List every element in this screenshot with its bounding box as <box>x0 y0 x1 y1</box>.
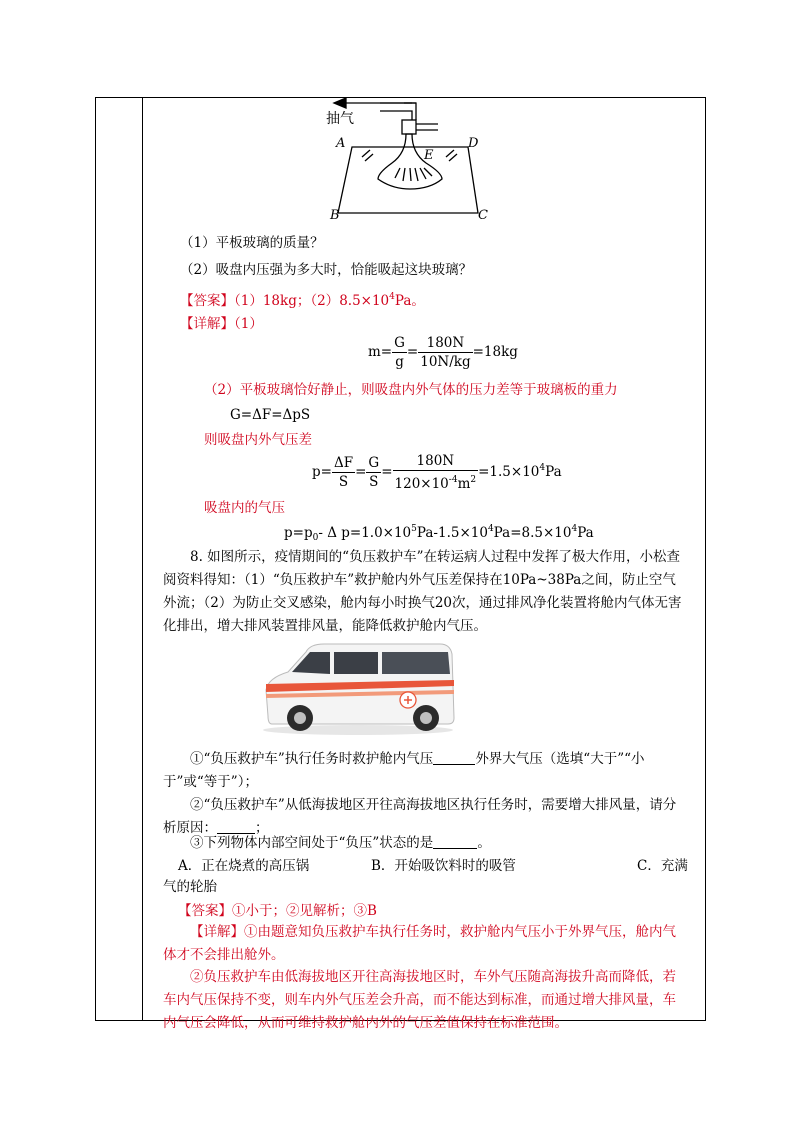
q8-answer: 【答案】①小于；②见解析；③B <box>178 903 377 919</box>
answer-blank-3[interactable] <box>433 834 477 849</box>
q8-stem: 8. 如图所示，疫情期间的“负压救护车”在转运病人过程中发挥了极大作用，小松查阅资料得知：（1）“负压救护车”救护舱内外气压差保持在10Pa~38Pa之间，防止空气外流；（2）为防止交叉感染，舱内每小时换气20次，通过排风净化装置将舱内气体无害化排出，增大排风装置排风量，能降低救护舱内气压。 <box>163 549 682 634</box>
label-d: D <box>468 136 479 151</box>
pressure-formula: p= $\frac{\Delta F}{S}$ = $\frac{G}{S}$ = $\frac{180N}{120\times 10^{-4}m^2}$ $=1.5\times 10^4Pa$ <box>312 453 562 492</box>
final-formula: $p=p_0-$ Δ $p=1.0\times 10^5Pa-1.5\times 10^4Pa=8.5\times 10^4Pa$ <box>284 524 594 543</box>
label-a: A <box>336 136 346 151</box>
answer-text: （1）18kg；（2） <box>234 293 340 309</box>
answer-blank-1[interactable] <box>433 750 475 765</box>
pump-pipe-outer <box>380 111 412 120</box>
q7-sub2: （2）吸盘内压强为多大时，恰能吸起这块玻璃？ <box>180 262 473 278</box>
option-a: A．正在烧煮的高压锅 <box>178 858 310 874</box>
answer-tag-8: 【答案】 <box>178 903 232 919</box>
q8-subquestion-1: ①“负压救护车”执行任务时救护舱内气压 外界大气压（选填“大于”“小于”或“等于”）； <box>163 751 645 790</box>
q8-subquestion-3: ③下列物体内部空间处于“负压”状态的是 。 <box>190 835 491 851</box>
glass-plate <box>338 147 478 213</box>
option-b: B．开始吸饮料时的吸管 <box>371 858 516 874</box>
q7-detail: 【详解】（1） <box>180 316 263 332</box>
label-c: C <box>478 208 488 223</box>
suction-cup-diagram <box>320 95 500 225</box>
q7-sub1: （1）平板玻璃的质量？ <box>180 235 324 251</box>
label-e: E <box>424 148 434 163</box>
q7-part2: （2）平板玻璃恰好静止，则吸盘内外气体的压力差等于玻璃板的重力 <box>204 382 618 398</box>
answer-tag: 【答案】 <box>180 293 234 309</box>
valve-box <box>402 120 416 134</box>
ambulance-image <box>258 638 458 738</box>
detail-tag: 【详解】 <box>180 316 234 332</box>
answer-value: 8.5×10 <box>339 293 390 309</box>
pump-arrow-head <box>334 98 346 108</box>
label-b: B <box>330 208 340 223</box>
q8-detail-1: 【详解】①由题意知负压救护车执行任务时，救护舱内气压小于外界气压，舱内气体才不会排出舱外。 <box>163 924 676 963</box>
detail-tag-8: 【详解】 <box>190 924 244 940</box>
inner-pressure-label: 吸盘内的气压 <box>204 500 285 516</box>
option-c-cont: 气的轮胎 <box>163 879 217 895</box>
q8-detail-2: ②负压救护车由低海拔地区开往高海拔地区时，车外气压随高海拔升高而降低，若车内气压保持不变，则车内外气压差会升高，而不能达到标准，而通过增大排风量，车内气压会降低，从而可维持救护舱内外的气压差值保持在标准范围。 <box>163 969 676 1031</box>
pump-label: 抽气 <box>326 111 354 127</box>
q8-subquestion-2: ②“负压救护车”从低海拔地区开往高海拔地区执行任务时，需要增大排风量，请分析原因： ； <box>163 797 677 836</box>
pressure-diff-label: 则吸盘内外气压差 <box>204 432 312 448</box>
option-c: C．充满 <box>637 858 688 874</box>
q7-answer: 【答案】（1）18kg；$(2)8.5\times 10^4Pa$。 <box>180 292 425 309</box>
table-column-divider <box>142 97 143 1021</box>
g-equation: G=ΔF=ΔpS <box>230 407 311 423</box>
mass-formula: m= $\frac{G}{g}$ = $\frac{180N}{10N/kg}$ =18kg <box>368 335 518 370</box>
